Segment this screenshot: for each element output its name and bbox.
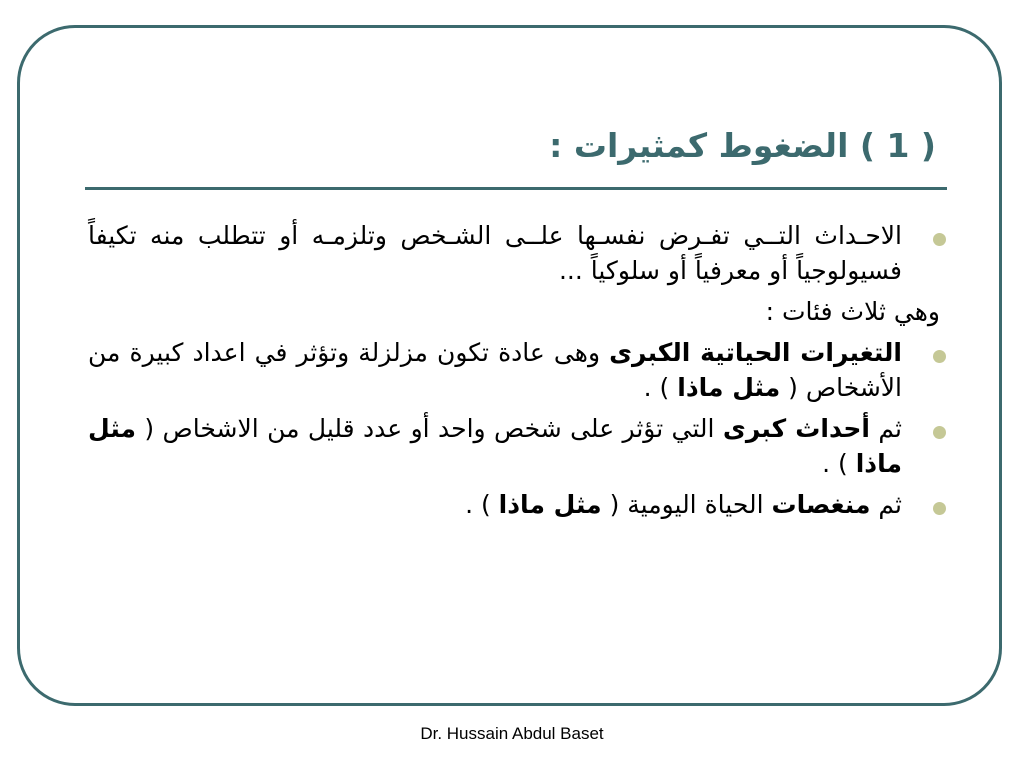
item2-heading: أحداث كبرى: [722, 414, 870, 443]
item2-prefix: ثم: [870, 414, 902, 443]
item2-body: التي تؤثر على شخص واحد أو عدد قليل من الاشخاص (: [136, 414, 723, 443]
categories-intro: وهي ثلاث فئات :: [765, 297, 940, 326]
item1-heading: التغيرات الحياتية الكبرى: [609, 338, 902, 367]
slide-title: ( 1 ) الضغوط كمثيرات :: [549, 126, 936, 165]
item3-body: الحياة اليومية (: [601, 490, 772, 519]
item2-end: ) .: [822, 449, 856, 478]
footer-author: Dr. Hussain Abdul Baset: [420, 724, 604, 743]
title-divider: [85, 187, 947, 190]
bullet-icon: [933, 426, 946, 439]
item1-text: [88, 335, 902, 405]
bullet-item-intro: [88, 218, 940, 288]
item3-prefix: ثم: [870, 490, 902, 519]
item2-text: [88, 411, 902, 481]
bullet-item-major-events: [88, 411, 940, 481]
bullet-icon: [933, 350, 946, 363]
item1-example: مثل ماذا: [677, 373, 781, 402]
intro-text: الاحـداث التــي تفـرض نفسـها علــى الشـخص وتلزمـه أو تتطلب منه تكيفاً فسيولوجياً أو معرفياً أو سلوكياً ...: [88, 221, 902, 285]
item3-text: [88, 487, 902, 522]
item3-end: ) .: [465, 490, 499, 519]
bullet-item-daily-hassles: [88, 487, 940, 522]
item2-example: مثل ماذا: [88, 414, 902, 478]
item3-heading: منغصات: [771, 490, 871, 519]
item3-example: مثل ماذا: [498, 490, 602, 519]
item1-end: ) .: [643, 373, 678, 402]
bullet-icon: [933, 502, 946, 515]
bullet-item-major-life-changes: [88, 335, 940, 405]
item1-body: وهى عادة تكون مزلزلة وتؤثر في اعداد كبيرة من الأشخاص (: [88, 338, 902, 402]
slide-content: [88, 218, 940, 528]
bullet-icon: [933, 233, 946, 246]
